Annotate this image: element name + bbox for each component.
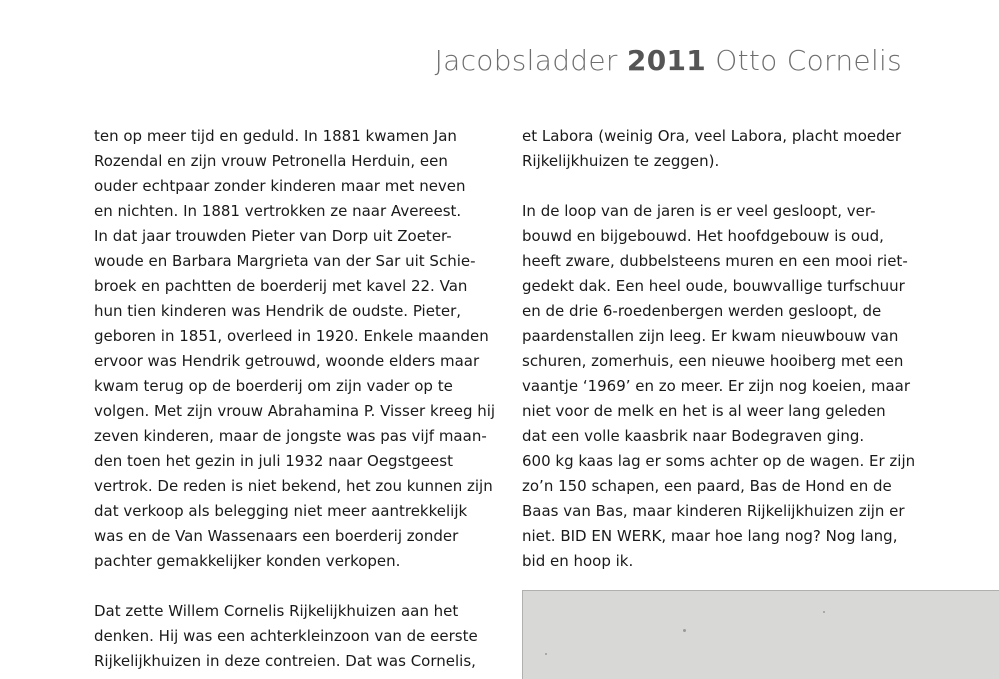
text-line: ouder echtpaar zonder kinderen maar met neven xyxy=(94,177,466,195)
text-line: volgen. Met zijn vrouw Abrahamina P. Visser kreeg hij xyxy=(94,402,496,420)
text-line: kwam terug op de boerderij om zijn vader op te xyxy=(94,377,453,395)
text-line: was en de Van Wassenaars een boerderij zonder xyxy=(94,527,459,545)
text-line: zo’n 150 schapen, een paard, Bas de Hond en de xyxy=(522,477,892,495)
photo xyxy=(522,590,999,679)
text-line: niet. BID EN WERK, maar hoe lang nog? Nog lang, xyxy=(522,527,898,545)
text-line: heeft zware, dubbelsteens muren en een mooi riet- xyxy=(522,252,908,270)
text-line: ervoor was Hendrik getrouwd, woonde elders maar xyxy=(94,352,480,370)
text-line: ten op meer tijd en geduld. In 1881 kwamen Jan xyxy=(94,127,457,145)
text-line: vertrok. De reden is niet bekend, het zou kunnen zijn xyxy=(94,477,493,495)
title-part-2: Otto Cornelis xyxy=(706,44,902,77)
text-line: denken. Hij was een achterkleinzoon van de eerste xyxy=(94,627,478,645)
left-column xyxy=(94,124,496,674)
text-line: paardenstallen zijn leeg. Er kwam nieuwbouw van xyxy=(522,327,899,345)
photo-speck xyxy=(823,611,825,613)
text-line: et Labora (weinig Ora, veel Labora, placht moeder xyxy=(522,127,902,145)
text-line: woude en Barbara Margrieta van der Sar uit Schie- xyxy=(94,252,476,270)
photo-speck xyxy=(545,653,547,655)
paragraph-gap xyxy=(522,174,922,199)
title-part-1: Jacobsladder xyxy=(434,44,627,77)
text-line: bid en hoop ik. xyxy=(522,552,634,570)
text-line: In dat jaar trouwden Pieter van Dorp uit Zoeter- xyxy=(94,227,452,245)
text-line: en de drie 6-roedenbergen werden gesloopt, de xyxy=(522,302,882,320)
text-line: Rozendal en zijn vrouw Petronella Herduin, een xyxy=(94,152,448,170)
text-line: broek en pachtten de boerderij met kavel 22. Van xyxy=(94,277,468,295)
title-year: 2011 xyxy=(626,44,707,77)
paragraph-gap xyxy=(94,574,484,599)
text-line: schuren, zomerhuis, een nieuwe hooiberg met een xyxy=(522,352,904,370)
text-line: en nichten. In 1881 vertrokken ze naar Avereest. xyxy=(94,202,462,220)
text-line: niet voor de melk en het is al weer lang geleden xyxy=(522,402,886,420)
text-line: dat een volle kaasbrik naar Bodegraven ging. xyxy=(522,427,865,445)
text-line: Baas van Bas, maar kinderen Rijkelijkhuizen zijn er xyxy=(522,502,905,520)
text-line: Rijkelijkhuizen te zeggen). xyxy=(522,152,720,170)
photo-speck xyxy=(683,629,686,632)
right-column xyxy=(522,124,922,574)
text-line: In de loop van de jaren is er veel gesloopt, ver- xyxy=(522,202,876,220)
text-line: Dat zette Willem Cornelis Rijkelijkhuizen aan het xyxy=(94,602,459,620)
text-line: hun tien kinderen was Hendrik de oudste. Pieter, xyxy=(94,302,462,320)
text-line: bouwd en bijgebouwd. Het hoofdgebouw is oud, xyxy=(522,227,884,245)
text-line: gedekt dak. Een heel oude, bouwvallige turfschuur xyxy=(522,277,905,295)
text-line: vaantje ‘1969’ en zo meer. Er zijn nog koeien, maar xyxy=(522,377,911,395)
text-line: geboren in 1851, overleed in 1920. Enkele maanden xyxy=(94,327,489,345)
text-line: dat verkoop als belegging niet meer aantrekkelijk xyxy=(94,502,468,520)
text-line: den toen het gezin in juli 1932 naar Oegstgeest xyxy=(94,452,453,470)
text-line: zeven kinderen, maar de jongste was pas vijf maan- xyxy=(94,427,487,445)
text-line: pachter gemakkelijker konden verkopen. xyxy=(94,552,401,570)
text-line: 600 kg kaas lag er soms achter op de wagen. Er zijn xyxy=(522,452,916,470)
text-line: Rijkelijkhuizen in deze contreien. Dat was Cornelis, xyxy=(94,652,476,670)
page-title xyxy=(435,44,902,77)
